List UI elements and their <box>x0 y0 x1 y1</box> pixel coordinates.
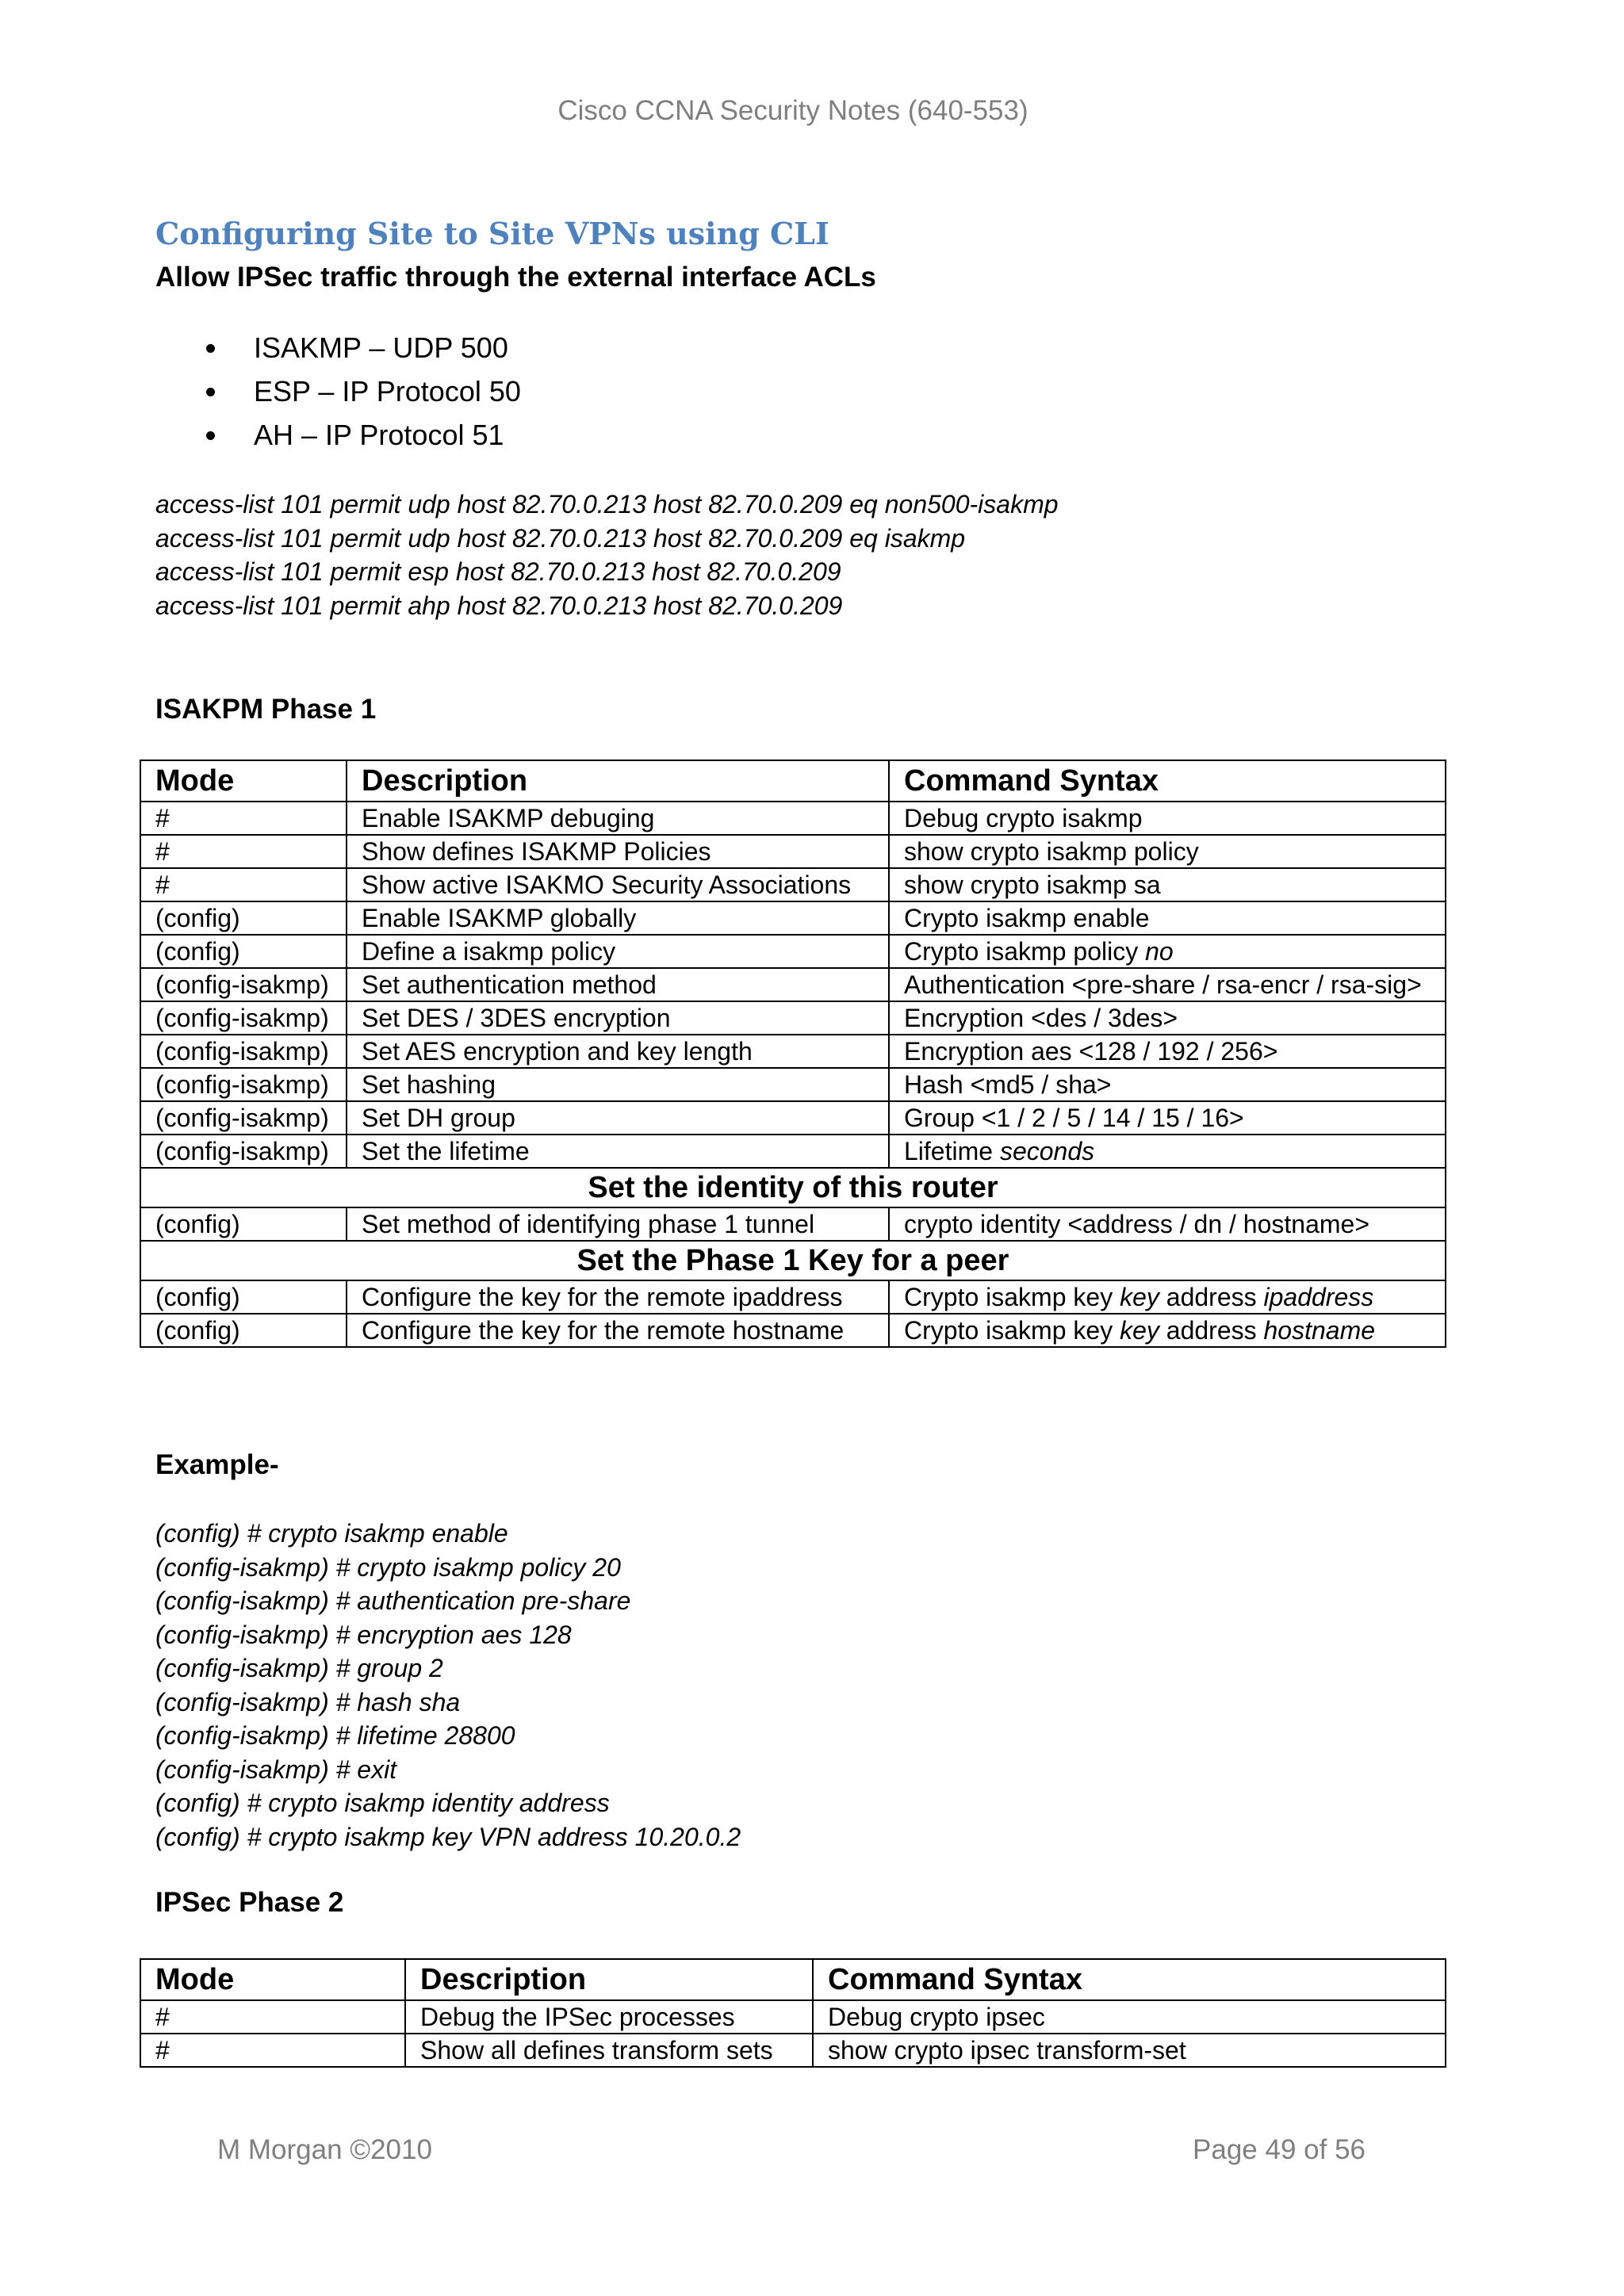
table-row <box>140 1001 1446 1035</box>
identity-section-heading: Set the identity of this router <box>140 1168 1446 1207</box>
code-line: (config-isakmp) # exit <box>155 1755 397 1784</box>
description-cell: Enable ISAKMP globally <box>347 901 889 935</box>
description-cell: Configure the key for the remote hostname <box>347 1314 889 1347</box>
syntax-cell: Encryption aes <128 / 192 / 256> <box>889 1035 1446 1068</box>
mode-cell: # <box>140 2034 405 2067</box>
table-row <box>140 2034 1446 2067</box>
section-title: Configuring Site to Site VPNs using CLI <box>155 216 829 251</box>
description-cell: Set method of identifying phase 1 tunnel <box>347 1207 889 1241</box>
mode-cell: (config) <box>140 935 347 968</box>
mode-cell: (config-isakmp) <box>140 1101 347 1135</box>
key-section-heading: Set the Phase 1 Key for a peer <box>140 1241 1446 1280</box>
mode-cell: # <box>140 802 347 835</box>
column-header-mode: Mode <box>140 1959 405 2000</box>
mode-cell: (config-isakmp) <box>140 1135 347 1168</box>
syntax-cell: Crypto isakmp key key address hostname <box>889 1314 1446 1347</box>
syntax-cell: Group <1 / 2 / 5 / 14 / 15 / 16> <box>889 1101 1446 1135</box>
table-row <box>140 1101 1446 1135</box>
footer-page-number: Page 49 of 56 <box>1193 2134 1365 2165</box>
syntax-cell: show crypto ipsec transform-set <box>813 2034 1446 2067</box>
list-item: ESP – IP Protocol 50 <box>206 373 521 416</box>
code-line: (config-isakmp) # lifetime 28800 <box>155 1721 515 1750</box>
mode-cell: (config) <box>140 1207 347 1241</box>
code-line: (config-isakmp) # encryption aes 128 <box>155 1620 572 1649</box>
table-header-row <box>140 1959 1446 2000</box>
description-cell: Show all defines transform sets <box>405 2034 813 2067</box>
example-heading: Example- <box>155 1449 279 1480</box>
example-code-block <box>155 1517 741 1854</box>
column-header-description: Description <box>405 1959 813 2000</box>
list-item: AH – IP Protocol 51 <box>206 416 521 460</box>
code-line: (config) # crypto isakmp key VPN address 10.20.0.2 <box>155 1822 741 1851</box>
column-header-description: Description <box>347 760 889 802</box>
acl-code-block <box>155 488 1059 622</box>
column-header-syntax: Command Syntax <box>889 760 1446 802</box>
table-section-row <box>140 1168 1446 1207</box>
table-row <box>140 1035 1446 1068</box>
description-cell: Enable ISAKMP debuging <box>347 802 889 835</box>
code-line: access-list 101 permit udp host 82.70.0.213 host 82.70.0.209 eq isakmp <box>155 523 966 553</box>
phase2-heading: IPSec Phase 2 <box>155 1887 344 1918</box>
syntax-cell: Authentication <pre-share / rsa-encr / rsa-sig> <box>889 968 1446 1001</box>
mode-cell: (config-isakmp) <box>140 1068 347 1101</box>
description-cell: Show active ISAKMO Security Associations <box>347 868 889 901</box>
table-row <box>140 1314 1446 1347</box>
syntax-cell: show crypto isakmp policy <box>889 835 1446 868</box>
mode-cell: (config) <box>140 1314 347 1347</box>
bullet-icon <box>206 431 215 440</box>
mode-cell: (config-isakmp) <box>140 968 347 1001</box>
description-cell: Set authentication method <box>347 968 889 1001</box>
mode-cell: (config) <box>140 1280 347 1314</box>
syntax-cell: Lifetime seconds <box>889 1135 1446 1168</box>
bullet-icon <box>206 344 215 353</box>
code-line: (config-isakmp) # crypto isakmp policy 20 <box>155 1552 621 1582</box>
mode-cell: # <box>140 868 347 901</box>
mode-cell: # <box>140 835 347 868</box>
protocol-bullet-list <box>206 329 521 460</box>
code-line: access-list 101 permit ahp host 82.70.0.213 host 82.70.0.209 <box>155 591 843 620</box>
table-row <box>140 968 1446 1001</box>
table-row <box>140 802 1446 835</box>
description-cell: Define a isakmp policy <box>347 935 889 968</box>
code-line: access-list 101 permit esp host 82.70.0.213 host 82.70.0.209 <box>155 557 841 586</box>
table-row <box>140 935 1446 968</box>
column-header-mode: Mode <box>140 760 347 802</box>
mode-cell: # <box>140 2000 405 2034</box>
description-cell: Set hashing <box>347 1068 889 1101</box>
table-row <box>140 835 1446 868</box>
phase1-heading: ISAKPM Phase 1 <box>155 694 377 725</box>
description-cell: Configure the key for the remote ipaddress <box>347 1280 889 1314</box>
mode-cell: (config-isakmp) <box>140 1001 347 1035</box>
table-row <box>140 1207 1446 1241</box>
description-cell: Set DH group <box>347 1101 889 1135</box>
phase2-command-table <box>140 1958 1446 2068</box>
table-section-row <box>140 1241 1446 1280</box>
acl-heading: Allow IPSec traffic through the external interface ACLs <box>155 262 876 293</box>
table-row <box>140 2000 1446 2034</box>
phase1-command-table <box>140 760 1446 1348</box>
syntax-cell: Encryption <des / 3des> <box>889 1001 1446 1035</box>
code-line: (config) # crypto isakmp identity address <box>155 1789 610 1817</box>
code-line: access-list 101 permit udp host 82.70.0.213 host 82.70.0.209 eq non500-isakmp <box>155 490 1059 519</box>
description-cell: Set AES encryption and key length <box>347 1035 889 1068</box>
bullet-icon <box>206 388 215 396</box>
code-line: (config) # crypto isakmp enable <box>155 1519 508 1548</box>
code-line: (config-isakmp) # hash sha <box>155 1687 461 1716</box>
table-row <box>140 1068 1446 1101</box>
description-cell: Set DES / 3DES encryption <box>347 1001 889 1035</box>
table-row <box>140 868 1446 901</box>
description-cell: Set the lifetime <box>347 1135 889 1168</box>
mode-cell: (config-isakmp) <box>140 1035 347 1068</box>
syntax-cell: Crypto isakmp enable <box>889 901 1446 935</box>
description-cell: Show defines ISAKMP Policies <box>347 835 889 868</box>
table-row <box>140 1135 1446 1168</box>
code-line: (config-isakmp) # authentication pre-share <box>155 1586 631 1615</box>
syntax-cell: Debug crypto isakmp <box>889 802 1446 835</box>
syntax-cell: Hash <md5 / sha> <box>889 1068 1446 1101</box>
running-header: Cisco CCNA Security Notes (640-553) <box>557 95 1028 126</box>
table-row <box>140 901 1446 935</box>
column-header-syntax: Command Syntax <box>813 1959 1446 2000</box>
table-header-row <box>140 760 1446 802</box>
mode-cell: (config) <box>140 901 347 935</box>
syntax-cell: show crypto isakmp sa <box>889 868 1446 901</box>
code-line: (config-isakmp) # group 2 <box>155 1654 443 1682</box>
description-cell: Debug the IPSec processes <box>405 2000 813 2034</box>
syntax-cell: Crypto isakmp key key address ipaddress <box>889 1280 1446 1314</box>
table-row <box>140 1280 1446 1314</box>
footer-author: M Morgan ©2010 <box>217 2134 432 2165</box>
syntax-cell: Debug crypto ipsec <box>813 2000 1446 2034</box>
syntax-cell: crypto identity <address / dn / hostname> <box>889 1207 1446 1241</box>
syntax-cell: Crypto isakmp policy no <box>889 935 1446 968</box>
list-item: ISAKMP – UDP 500 <box>206 329 521 373</box>
